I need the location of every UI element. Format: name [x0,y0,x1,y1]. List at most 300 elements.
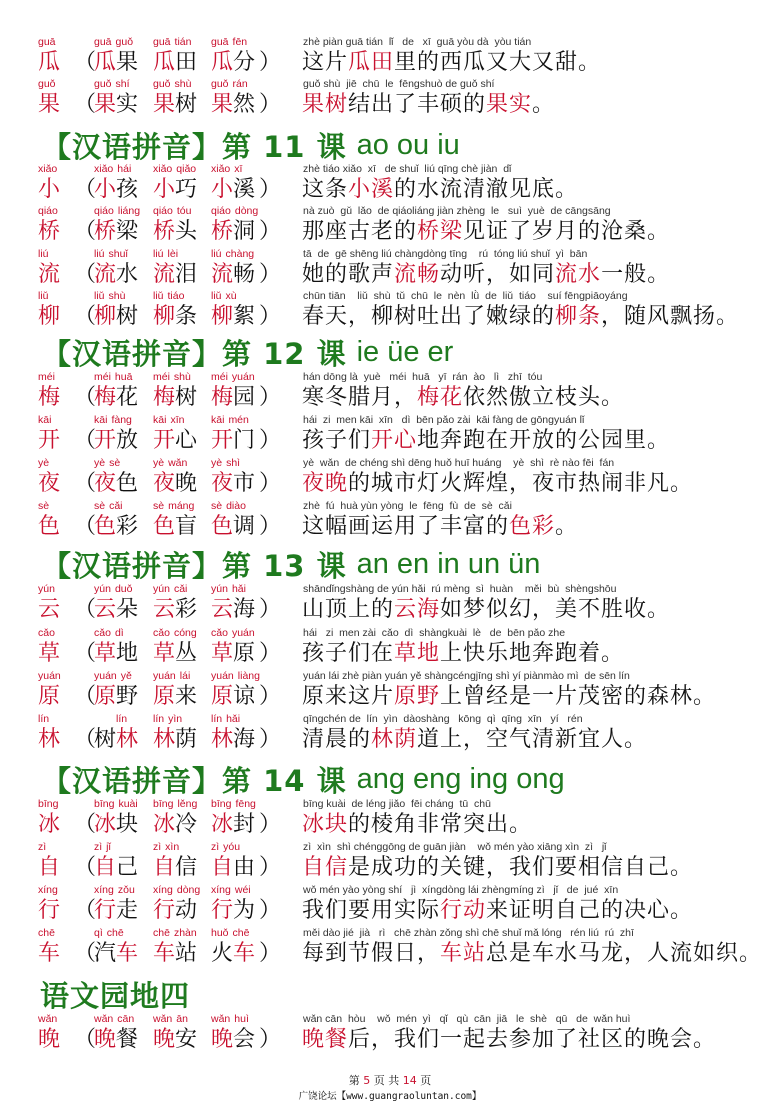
pinyin-syllable: lín [211,713,223,725]
sentence-segment: 寒冬腊月， [302,385,418,410]
sentence-pinyin: zhè piàn guā tián lǐ de xī guā yòu dà yòu tián [303,36,532,48]
target-character: 林 [38,727,61,752]
word-character: 开 [211,428,234,453]
char-pinyin: qiáo [38,205,58,217]
current-page: 5 [363,1074,371,1087]
word-pinyin [153,371,191,383]
compound-word [153,1026,197,1054]
compound-word [94,811,138,839]
word-character: 开 [153,428,176,453]
pinyin-syllable: shuǐ [108,248,128,260]
word-character: 晚 [153,1027,176,1052]
section-heading: 语文园地四 [40,978,191,1013]
sentence-segment: 果实 [486,92,533,117]
word-character: 来 [175,684,198,709]
compound-word [153,427,197,455]
close-paren: ） [259,428,282,453]
pinyin-syllable: cǎi [173,583,188,595]
close-paren: ） [259,385,282,410]
sentence-pinyin: zhè tiáo xiǎo xī de shuǐ liú qīng chè jiàn dǐ [303,163,512,175]
close-paren: ） [259,684,282,709]
vocab-entry [0,1013,780,1055]
word-character: 柳 [211,304,234,329]
word-character: 站 [175,941,198,966]
word-character: 会 [233,1027,256,1052]
word-character: 自 [153,855,176,880]
pinyin-syllable: liàng [237,670,260,682]
word-character: 自 [211,855,234,880]
vocab-entry [0,414,780,456]
compound-word [153,303,197,331]
pinyin-syllable: yún [94,583,111,595]
pinyin-syllable: guǒ [115,36,134,48]
word-pinyin [153,163,196,175]
example-sentence [302,218,772,246]
sentence-segment: 如梦似幻，美不胜收。 [440,597,671,622]
word-character: 彩 [116,514,139,539]
compound-word [211,811,255,839]
close-paren: ） [259,898,282,923]
compound-word [211,1026,255,1054]
sentence-segment: 这条 [302,177,349,202]
word-character: 走 [116,898,139,923]
word-pinyin [211,1013,249,1025]
word-character: 巧 [175,177,198,202]
sentence-segment: 我们要用实际 [302,898,441,923]
word-character: 洞 [233,219,256,244]
sentence-segment: 这幅画运用了丰富的 [302,514,510,539]
compound-word [94,384,138,412]
sentence-segment: 孩子们 [302,428,372,453]
word-character: 云 [153,597,176,622]
pinyin-syllable: chē [106,927,124,939]
target-character: 原 [38,684,61,709]
open-paren: （ [74,385,97,410]
compound-word [153,384,197,412]
word-pinyin [153,1013,188,1025]
example-sentence [302,176,772,204]
example-sentence [302,596,772,624]
heading-sounds: ie üe er [356,335,454,368]
pinyin-syllable: yìn [168,713,183,725]
pinyin-syllable: hǎi [226,713,241,725]
compound-word [211,726,255,754]
pinyin-syllable: qiǎo [176,163,197,175]
section-heading [42,127,460,163]
char-pinyin: liú [38,248,49,260]
char-pinyin: zì [38,841,47,853]
close-paren: ） [259,812,282,837]
heading-bracket: 【汉语拼音】 [42,548,223,583]
example-sentence [302,470,772,498]
vocab-entry [0,713,780,755]
sentence-segment: 晚餐 [302,1027,349,1052]
pinyin-syllable: tóu [176,205,192,217]
example-sentence [302,303,772,331]
word-pinyin [211,457,240,469]
compound-word [211,91,255,119]
example-sentence [302,940,772,968]
word-character: 门 [233,428,256,453]
compound-word [94,218,138,246]
vocab-entry [0,78,780,120]
sentence-segment: 来证明自己的决心。 [486,898,694,923]
pinyin-syllable: wǎn [153,1013,173,1025]
compound-word [211,683,255,711]
word-character: 瓜 [211,50,234,75]
heading-sounds: ang eng ing ong [356,762,565,795]
sentence-segment: 自信 [302,855,349,880]
sentence-pinyin: wǎn cān hòu wǒ mén yì qǐ qù cān jiā le shè qū de wǎn huì [303,1013,631,1025]
word-character: 行 [94,898,117,923]
open-paren: （ [74,855,97,880]
compound-word [211,596,255,624]
word-pinyin [94,78,130,90]
sentence-segment: 是成功的关键，我们要相信自己。 [348,855,694,880]
sentence-pinyin: qīngchén de lín yìn dàoshàng kōng qì qīng xīn yí rén [303,713,583,725]
vocab-entry [0,500,780,542]
pinyin-syllable: guā [94,36,112,48]
compound-word [153,726,197,754]
pinyin-syllable: yè [211,457,223,469]
pinyin-syllable: wǎn [211,1013,231,1025]
word-pinyin [94,884,135,896]
word-pinyin [153,627,197,639]
pinyin-syllable: bīng [94,798,115,810]
pinyin-syllable: lín [153,713,165,725]
compound-word [94,1026,138,1054]
word-pinyin [211,414,249,426]
word-pinyin [153,36,191,48]
pinyin-syllable: guǒ [211,78,229,90]
word-character: 果 [116,50,139,75]
sentence-pinyin: yè wǎn de chéng shì dēng huǒ huī huáng yè shì rè nào fēi fán [303,457,615,469]
sentence-segment: 上快乐地奔跑着。 [440,641,625,666]
compound-word [94,303,138,331]
close-paren: ） [259,1027,282,1052]
pinyin-syllable: cóng [173,627,197,639]
sentence-segment: 流水 [555,262,602,287]
vocab-entry [0,927,780,969]
word-character: 夜 [94,471,117,496]
word-pinyin [94,457,120,469]
pinyin-syllable: sè [153,500,165,512]
pinyin-syllable: xù [225,290,237,302]
word-character: 柳 [153,304,176,329]
compound-word [211,176,255,204]
example-sentence [302,91,772,119]
vocab-entry [0,163,780,205]
pinyin-syllable: zì [153,841,162,853]
word-pinyin [153,78,191,90]
pinyin-syllable: tiáo [167,290,185,302]
word-pinyin [211,841,240,853]
word-character: 梅 [153,385,176,410]
word-character: 冰 [153,812,176,837]
sentence-pinyin: zhè fú huà yùn yòng le fēng fù de sè cǎi [303,500,512,512]
close-paren: ） [259,50,282,75]
pinyin-syllable: cǎo [153,627,170,639]
pinyin-syllable: fēng [235,798,256,810]
word-pinyin [94,371,132,383]
open-paren: （ [74,92,97,117]
pinyin-syllable: zì [94,841,103,853]
pinyin-syllable: kāi [94,414,108,426]
word-character: 草 [211,641,234,666]
sentence-segment: 的城市灯火辉煌，夜市热闹非凡。 [348,471,694,496]
target-character: 桥 [38,219,61,244]
word-character: 云 [94,597,117,622]
pinyin-syllable: yóu [223,841,241,853]
word-pinyin [153,713,182,725]
word-character: 丛 [175,641,198,666]
pinyin-syllable: yuán [211,670,234,682]
word-character: 汽 [94,941,117,966]
pinyin-syllable: yuán [153,670,176,682]
open-paren: （ [74,428,97,453]
close-paren: ） [259,641,282,666]
word-pinyin [94,1013,134,1025]
pinyin-syllable: liú [94,248,105,260]
example-sentence [302,261,772,289]
word-character: 梅 [211,385,234,410]
target-character: 小 [38,177,61,202]
word-pinyin [211,248,254,260]
open-paren: （ [74,727,97,752]
pinyin-syllable: chàng [225,248,255,260]
word-character: 田 [175,50,198,75]
compound-word [211,261,255,289]
word-character: 信 [175,855,198,880]
close-paren: ） [259,219,282,244]
sentence-segment: 后，我们一起去参加了社区的晚会。 [348,1027,717,1052]
pinyin-syllable: yún [211,583,228,595]
compound-word [153,897,197,925]
sentence-segment: 春天，柳树吐出了嫩绿的 [302,304,556,329]
word-character: 草 [153,641,176,666]
word-character: 开 [94,428,117,453]
word-character: 色 [153,514,176,539]
word-character: 原 [153,684,176,709]
word-character: 果 [94,92,117,117]
word-pinyin [153,798,197,810]
word-character: 海 [233,597,256,622]
word-pinyin [94,627,124,639]
compound-word [211,303,255,331]
word-character: 动 [175,898,198,923]
vocab-entry [0,457,780,499]
pinyin-syllable: shù [173,371,191,383]
target-character: 梅 [38,385,61,410]
word-character: 调 [233,514,256,539]
word-character: 云 [211,597,234,622]
pinyin-syllable: qì [94,927,103,939]
sentence-segment: 孩子们在 [302,641,395,666]
word-pinyin [94,713,127,725]
pinyin-syllable: hái [117,163,132,175]
word-character: 荫 [175,727,198,752]
vocab-entry [0,583,780,625]
vocab-entry [0,371,780,413]
target-character: 瓜 [38,50,61,75]
pinyin-syllable: xíng [153,884,173,896]
word-character: 行 [211,898,234,923]
sentence-segment: 柳条 [555,304,602,329]
pinyin-syllable: fēn [232,36,248,48]
sentence-segment: 上曾经是一片茂密的森林。 [440,684,717,709]
open-paren: （ [74,50,97,75]
compound-word [94,49,138,77]
word-character: 夜 [211,471,234,496]
compound-word [153,683,197,711]
compound-word [94,513,138,541]
sentence-segment: 这片 [302,50,349,75]
word-character: 野 [116,684,139,709]
pinyin-syllable: lèi [167,248,179,260]
char-pinyin: yuán [38,670,61,682]
word-character: 条 [175,304,198,329]
char-pinyin: méi [38,371,55,383]
compound-word [94,683,138,711]
pinyin-syllable: xíng [94,884,114,896]
word-character: 冷 [175,812,198,837]
word-character: 朵 [116,597,139,622]
open-paren: （ [74,262,97,287]
pinyin-syllable: shì [226,457,241,469]
word-character: 水 [116,262,139,287]
heading-sounds: an en in un ün [356,547,541,580]
sentence-pinyin: wǒ mén yào yòng shí jì xíngdòng lái zhèngmíng zì jǐ de jué xīn [303,884,619,896]
vocab-entry [0,290,780,332]
pinyin-syllable: xìn [165,841,180,853]
pinyin-syllable: kāi [153,414,167,426]
word-character: 林 [116,727,139,752]
vocab-entry [0,627,780,669]
pinyin-syllable: wǎn [94,1013,114,1025]
sentence-pinyin: yuán lái zhè piàn yuán yě shàngcéngjīng shì yí piànmào mì de sēn lín [303,670,630,682]
sentence-segment: ，随风飘扬。 [601,304,740,329]
char-pinyin: sè [38,500,50,512]
target-character: 冰 [38,812,61,837]
open-paren: （ [74,219,97,244]
compound-word [211,384,255,412]
word-character: 封 [233,812,256,837]
word-character: 冰 [211,812,234,837]
sentence-pinyin: nà zuò gǔ lǎo de qiáoliáng jiàn zhèng le suì yuè de cāngsāng [303,205,611,217]
open-paren: （ [74,471,97,496]
heading-lesson: 第 14 课 [222,763,347,798]
compound-word [211,218,255,246]
compound-word [153,854,197,882]
heading-bracket: 【汉语拼音】 [42,336,223,371]
word-character: 晚 [211,1027,234,1052]
word-character: 梁 [116,219,139,244]
sentence-segment: 地奔跑在开放的公园里。 [417,428,671,453]
word-pinyin [211,290,237,302]
pinyin-syllable: zhàn [173,927,197,939]
sentence-pinyin: guǒ shù jiē chū le fēngshuò de guǒ shí [303,78,495,90]
word-pinyin [153,205,191,217]
compound-word [211,940,255,968]
heading-lesson: 第 13 课 [222,548,347,583]
open-paren: （ [74,812,97,837]
pinyin-syllable: rán [232,78,248,90]
sentence-pinyin: chūn tiān liǔ shù tǔ chū le nèn lǜ de liǔ tiáo suí fēngpiāoyáng [303,290,628,302]
pinyin-syllable: xīn [170,414,185,426]
pinyin-syllable: hǎi [231,583,246,595]
word-character: 树 [175,385,198,410]
sentence-segment: 瓜田 [348,50,395,75]
pinyin-syllable: cǎo [94,627,111,639]
word-character: 果 [211,92,234,117]
heading-lesson: 第 11 课 [222,129,347,164]
sentence-segment: 一般。 [601,262,671,287]
example-sentence [302,897,772,925]
char-pinyin: bīng [38,798,59,810]
target-character: 夜 [38,471,61,496]
pinyin-syllable: xiǎo [211,163,231,175]
sentence-pinyin: hán dōng là yuè méi huā yī rán ào lì zhī tóu [303,371,543,383]
close-paren: ） [259,855,282,880]
pinyin-syllable: shù [108,290,126,302]
compound-word [153,218,197,246]
word-character: 树 [94,727,117,752]
target-character: 车 [38,941,61,966]
close-paren: ） [259,727,282,752]
sentence-segment: 行动 [440,898,487,923]
target-character: 草 [38,641,61,666]
compound-word [153,940,197,968]
pinyin-syllable: ān [176,1013,188,1025]
sentence-segment: 的水流清澈见底。 [394,177,579,202]
word-character: 色 [211,514,234,539]
compound-word [153,513,197,541]
pinyin-syllable: diào [226,500,246,512]
word-character: 海 [233,727,256,752]
word-character: 车 [116,941,139,966]
word-character: 树 [175,92,198,117]
example-sentence [302,683,772,711]
compound-word [153,596,197,624]
target-character: 柳 [38,304,61,329]
word-pinyin [211,36,247,48]
open-paren: （ [74,641,97,666]
compound-word [153,91,197,119]
pinyin-syllable: dòng [234,205,259,217]
word-character: 畅 [233,262,256,287]
compound-word [94,854,138,882]
compound-word [153,470,197,498]
sentence-segment: 道上，空气清新宜人。 [417,727,648,752]
target-character: 自 [38,855,61,880]
compound-word [94,261,138,289]
sentence-pinyin: shāndǐngshàng de yún hǎi rú mèng sì huàn měi bù shèngshōu [303,583,617,595]
sentence-pinyin: bīng kuài de léng jiǎo fēi cháng tū chū [303,798,491,810]
word-pinyin [94,414,132,426]
word-character: 地 [116,641,139,666]
sentence-pinyin: tā de gē shēng liú chàngdòng tīng rú tóng liú shuǐ yì bān [303,248,588,260]
sentence-segment: 草地 [394,641,441,666]
word-character: 柳 [94,304,117,329]
pinyin-syllable: bīng [211,798,232,810]
word-pinyin [211,798,256,810]
example-sentence [302,384,772,412]
word-character: 彩 [175,597,198,622]
word-pinyin [94,500,123,512]
page-number [0,1072,780,1088]
sentence-segment: 原野 [394,684,441,709]
compound-word [94,897,138,925]
